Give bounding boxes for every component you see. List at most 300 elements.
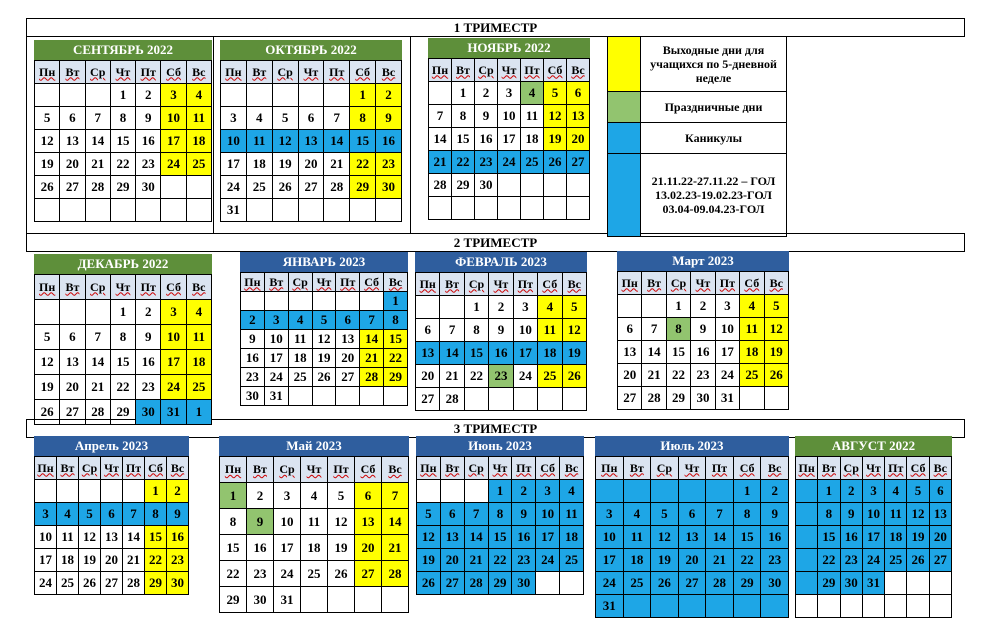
day-cell: 11	[740, 318, 764, 341]
calendar-grid	[220, 60, 402, 222]
day-cell: 19	[651, 549, 679, 572]
day-cell: 27	[298, 176, 324, 199]
day-cell: 29	[110, 400, 135, 425]
day-cell: 28	[123, 572, 145, 595]
trimester-2-header: 2 ТРИМЕСТР	[26, 233, 965, 252]
weekday-label: Ср	[464, 273, 488, 296]
day-cell: 5	[312, 311, 336, 330]
day-cell: 10	[513, 319, 537, 342]
day-cell: 20	[101, 549, 123, 572]
day-cell	[907, 595, 929, 618]
day-cell: 7	[706, 503, 734, 526]
day-cell	[464, 388, 488, 411]
weekday-label: Пн	[35, 61, 60, 84]
day-cell	[796, 595, 818, 618]
day-cell: 14	[464, 526, 488, 549]
day-cell	[464, 480, 488, 503]
month-title: СЕНТЯБРЬ 2022	[34, 40, 212, 60]
day-cell: 12	[35, 350, 60, 375]
day-cell	[35, 300, 60, 325]
month-mar	[617, 251, 789, 410]
day-cell: 26	[35, 176, 60, 199]
day-cell: 6	[440, 503, 464, 526]
weekday-label: Вт	[440, 457, 464, 480]
weekday-label: Пт	[513, 273, 537, 296]
day-cell	[562, 388, 586, 411]
day-cell: 20	[336, 349, 360, 368]
day-cell	[429, 82, 452, 105]
weekday-label: Пн	[429, 59, 452, 82]
day-cell: 27	[60, 176, 85, 199]
day-cell: 11	[57, 526, 79, 549]
calendar-grid	[428, 58, 590, 220]
day-cell: 28	[85, 400, 110, 425]
day-cell	[60, 199, 85, 222]
day-cell: 11	[186, 325, 211, 350]
day-cell	[35, 84, 60, 107]
day-cell	[350, 199, 376, 222]
day-cell: 8	[464, 319, 488, 342]
day-cell: 8	[110, 107, 135, 130]
day-cell: 6	[929, 480, 951, 503]
day-cell: 27	[618, 387, 642, 410]
day-cell: 23	[136, 153, 161, 176]
day-cell: 22	[384, 349, 408, 368]
day-cell: 10	[161, 325, 186, 350]
day-cell: 20	[416, 365, 440, 388]
day-cell	[796, 503, 818, 526]
weekday-label: Ср	[85, 61, 110, 84]
day-cell	[35, 480, 57, 503]
day-cell: 6	[336, 311, 360, 330]
day-cell: 6	[618, 318, 642, 341]
weekday-label: Вт	[642, 272, 666, 295]
day-cell: 4	[57, 503, 79, 526]
day-cell	[740, 387, 764, 410]
weekday-label: Вс	[186, 61, 211, 84]
legend-weekend-text: Выходные дни для учащихся по 5-дневной неделе	[650, 43, 777, 85]
day-cell	[651, 480, 679, 503]
day-cell: 18	[246, 153, 272, 176]
day-cell: 24	[596, 572, 624, 595]
day-cell: 3	[35, 503, 57, 526]
weekday-label: Сб	[538, 273, 562, 296]
weekday-label: Ср	[840, 457, 862, 480]
day-cell: 4	[288, 311, 312, 330]
day-cell: 28	[324, 176, 350, 199]
day-cell: 21	[642, 364, 666, 387]
month-apr	[34, 436, 189, 595]
legend-weekend	[608, 37, 786, 92]
day-cell: 8	[666, 318, 690, 341]
day-cell: 23	[512, 549, 536, 572]
day-cell: 25	[538, 365, 562, 388]
day-cell	[761, 595, 789, 618]
weekday-label: Вт	[452, 59, 475, 82]
legend-holiday-text: Праздничные дни	[664, 100, 763, 114]
day-cell: 31	[274, 587, 301, 613]
calendar-grid	[795, 456, 952, 618]
day-cell: 17	[35, 549, 57, 572]
day-cell: 11	[623, 526, 651, 549]
day-cell: 12	[417, 526, 441, 549]
day-cell	[360, 292, 384, 311]
weekday-label: Ср	[85, 275, 110, 300]
day-cell: 17	[161, 350, 186, 375]
legend-periods	[608, 154, 786, 236]
weekday-label: Сб	[355, 457, 382, 483]
divider	[410, 37, 411, 233]
day-cell	[355, 587, 382, 613]
weekday-label: Пн	[596, 457, 624, 480]
day-cell: 23	[840, 549, 862, 572]
day-cell: 25	[301, 561, 328, 587]
day-cell: 17	[498, 128, 521, 151]
day-cell: 1	[110, 84, 135, 107]
day-cell: 12	[764, 318, 788, 341]
day-cell: 30	[136, 400, 161, 425]
calendar-grid	[240, 272, 408, 406]
day-cell	[733, 595, 761, 618]
day-cell: 6	[678, 503, 706, 526]
day-cell: 10	[221, 130, 247, 153]
weekday-label: Вс	[384, 273, 408, 292]
day-cell	[60, 300, 85, 325]
day-cell: 8	[350, 107, 376, 130]
day-cell	[312, 292, 336, 311]
day-cell: 13	[298, 130, 324, 153]
month-title: АВГУСТ 2022	[795, 436, 952, 456]
day-cell: 16	[136, 130, 161, 153]
day-cell	[885, 572, 907, 595]
day-cell: 3	[862, 480, 884, 503]
day-cell: 30	[376, 176, 402, 199]
day-cell: 6	[60, 325, 85, 350]
day-cell: 27	[678, 572, 706, 595]
day-cell: 15	[452, 128, 475, 151]
vacation-swatch	[608, 154, 641, 236]
weekday-label: Ср	[464, 457, 488, 480]
day-cell: 24	[536, 549, 560, 572]
day-cell: 24	[274, 561, 301, 587]
weekday-label: Вт	[264, 273, 288, 292]
weekday-label: Чт	[110, 275, 135, 300]
day-cell: 15	[110, 130, 135, 153]
month-title: Март 2023	[617, 251, 789, 271]
day-cell: 29	[110, 176, 135, 199]
day-cell: 26	[79, 572, 101, 595]
day-cell: 12	[328, 509, 355, 535]
day-cell: 24	[498, 151, 521, 174]
day-cell: 17	[513, 342, 537, 365]
day-cell	[498, 197, 521, 220]
day-cell	[186, 199, 211, 222]
day-cell: 23	[136, 375, 161, 400]
weekday-label: Пн	[220, 457, 247, 483]
month-title: ОКТЯБРЬ 2022	[220, 40, 402, 60]
day-cell: 15	[818, 526, 840, 549]
weekday-label: Пт	[521, 59, 544, 82]
day-cell	[382, 587, 409, 613]
day-cell: 3	[274, 483, 301, 509]
day-cell: 30	[512, 572, 536, 595]
day-cell: 28	[440, 388, 464, 411]
month-feb	[415, 252, 587, 411]
day-cell: 5	[651, 503, 679, 526]
day-cell: 9	[167, 503, 189, 526]
weekday-label: Чт	[678, 457, 706, 480]
day-cell	[417, 480, 441, 503]
day-cell: 10	[596, 526, 624, 549]
day-cell: 18	[623, 549, 651, 572]
weekday-label: Пн	[35, 275, 60, 300]
day-cell	[452, 197, 475, 220]
calendar-grid	[219, 456, 409, 613]
weekday-label: Ср	[274, 457, 301, 483]
weekday-label: Пт	[715, 272, 739, 295]
day-cell: 6	[298, 107, 324, 130]
day-cell: 22	[110, 375, 135, 400]
day-cell: 3	[715, 295, 739, 318]
day-cell	[272, 84, 298, 107]
day-cell: 15	[488, 526, 512, 549]
day-cell: 21	[360, 349, 384, 368]
day-cell: 14	[85, 350, 110, 375]
day-cell	[796, 480, 818, 503]
day-cell: 16	[241, 349, 265, 368]
day-cell: 30	[691, 387, 715, 410]
day-cell: 3	[264, 311, 288, 330]
day-cell: 26	[328, 561, 355, 587]
weekday-label: Сб	[360, 273, 384, 292]
day-cell: 25	[288, 368, 312, 387]
day-cell: 22	[110, 153, 135, 176]
day-cell: 29	[666, 387, 690, 410]
day-cell: 18	[521, 128, 544, 151]
weekday-label: Ср	[288, 273, 312, 292]
day-cell: 19	[312, 349, 336, 368]
day-cell	[840, 595, 862, 618]
day-cell: 20	[440, 549, 464, 572]
day-cell	[298, 84, 324, 107]
weekday-label: Сб	[145, 457, 167, 480]
day-cell: 19	[417, 549, 441, 572]
weekday-label: Ср	[666, 272, 690, 295]
day-cell: 10	[264, 330, 288, 349]
day-cell: 21	[324, 153, 350, 176]
day-cell: 26	[764, 364, 788, 387]
day-cell	[336, 387, 360, 406]
weekday-label: Пн	[221, 61, 247, 84]
weekday-label: Вс	[560, 457, 584, 480]
month-title: Май 2023	[219, 436, 409, 456]
day-cell: 21	[706, 549, 734, 572]
day-cell: 18	[740, 341, 764, 364]
day-cell	[416, 296, 440, 319]
day-cell: 26	[651, 572, 679, 595]
day-cell: 27	[567, 151, 590, 174]
day-cell: 10	[35, 526, 57, 549]
day-cell: 28	[642, 387, 666, 410]
weekday-label: Ср	[651, 457, 679, 480]
day-cell: 7	[642, 318, 666, 341]
day-cell: 9	[691, 318, 715, 341]
trimester-3-header: 3 ТРИМЕСТР	[26, 419, 965, 438]
weekday-label: Вт	[60, 275, 85, 300]
day-cell: 5	[417, 503, 441, 526]
day-cell: 23	[489, 365, 513, 388]
day-cell	[929, 572, 951, 595]
day-cell: 3	[161, 84, 186, 107]
vacation-swatch	[608, 123, 641, 153]
day-cell: 12	[35, 130, 60, 153]
day-cell: 10	[161, 107, 186, 130]
day-cell: 16	[167, 526, 189, 549]
day-cell	[623, 595, 651, 618]
day-cell: 25	[560, 549, 584, 572]
day-cell: 10	[536, 503, 560, 526]
day-cell: 26	[562, 365, 586, 388]
weekday-label: Сб	[740, 272, 764, 295]
day-cell: 7	[85, 107, 110, 130]
day-cell: 2	[167, 480, 189, 503]
month-title: Июль 2023	[595, 436, 789, 456]
day-cell	[186, 176, 211, 199]
day-cell	[57, 480, 79, 503]
day-cell: 22	[350, 153, 376, 176]
day-cell	[288, 387, 312, 406]
calendar-grid	[617, 271, 789, 410]
day-cell: 11	[538, 319, 562, 342]
day-cell: 16	[761, 526, 789, 549]
day-cell: 14	[324, 130, 350, 153]
day-cell: 26	[35, 400, 60, 425]
day-cell: 25	[521, 151, 544, 174]
day-cell: 3	[498, 82, 521, 105]
day-cell: 20	[355, 535, 382, 561]
day-cell: 30	[241, 387, 265, 406]
weekday-label: Пт	[328, 457, 355, 483]
day-cell	[642, 295, 666, 318]
day-cell: 6	[101, 503, 123, 526]
day-cell: 14	[85, 130, 110, 153]
day-cell: 21	[382, 535, 409, 561]
weekday-label: Вс	[929, 457, 951, 480]
weekday-label: Пн	[241, 273, 265, 292]
calendar-grid	[34, 274, 212, 425]
day-cell: 2	[512, 480, 536, 503]
day-cell: 18	[57, 549, 79, 572]
day-cell: 27	[416, 388, 440, 411]
day-cell	[489, 388, 513, 411]
day-cell	[246, 199, 272, 222]
day-cell: 7	[429, 105, 452, 128]
weekday-label: Чт	[101, 457, 123, 480]
day-cell: 1	[666, 295, 690, 318]
day-cell: 16	[247, 535, 274, 561]
day-cell: 21	[123, 549, 145, 572]
day-cell: 15	[350, 130, 376, 153]
day-cell: 8	[452, 105, 475, 128]
day-cell: 4	[521, 82, 544, 105]
day-cell	[513, 388, 537, 411]
day-cell: 13	[101, 526, 123, 549]
day-cell: 29	[818, 572, 840, 595]
day-cell	[618, 295, 642, 318]
day-cell: 8	[145, 503, 167, 526]
day-cell: 14	[123, 526, 145, 549]
weekday-label: Чт	[488, 457, 512, 480]
day-cell	[764, 387, 788, 410]
day-cell: 30	[761, 572, 789, 595]
day-cell: 27	[355, 561, 382, 587]
weekday-label: Ср	[272, 61, 298, 84]
month-aug	[795, 436, 952, 618]
calendar-grid	[34, 456, 189, 595]
day-cell: 1	[350, 84, 376, 107]
day-cell: 25	[885, 549, 907, 572]
day-cell: 1	[220, 483, 247, 509]
weekday-label: Сб	[350, 61, 376, 84]
day-cell: 1	[384, 292, 408, 311]
weekday-label: Вс	[376, 61, 402, 84]
day-cell	[384, 387, 408, 406]
day-cell: 21	[429, 151, 452, 174]
day-cell: 27	[60, 400, 85, 425]
month-title: Июнь 2023	[416, 436, 584, 456]
day-cell: 24	[715, 364, 739, 387]
day-cell: 11	[885, 503, 907, 526]
day-cell: 14	[429, 128, 452, 151]
legend-holiday	[608, 92, 786, 123]
day-cell	[862, 595, 884, 618]
day-cell	[161, 199, 186, 222]
day-cell: 10	[715, 318, 739, 341]
day-cell: 1	[145, 480, 167, 503]
month-title: НОЯБРЬ 2022	[428, 38, 590, 58]
day-cell: 13	[60, 350, 85, 375]
day-cell: 9	[376, 107, 402, 130]
weekday-label: Чт	[312, 273, 336, 292]
day-cell: 16	[840, 526, 862, 549]
day-cell: 24	[35, 572, 57, 595]
day-cell	[651, 595, 679, 618]
day-cell	[521, 197, 544, 220]
day-cell	[706, 595, 734, 618]
day-cell: 9	[512, 503, 536, 526]
day-cell	[536, 572, 560, 595]
weekday-label: Пн	[35, 457, 57, 480]
day-cell	[567, 174, 590, 197]
day-cell: 16	[489, 342, 513, 365]
day-cell: 2	[489, 296, 513, 319]
day-cell: 13	[929, 503, 951, 526]
day-cell	[324, 199, 350, 222]
day-cell: 23	[691, 364, 715, 387]
day-cell	[678, 595, 706, 618]
day-cell: 25	[623, 572, 651, 595]
day-cell	[85, 84, 110, 107]
day-cell: 31	[862, 572, 884, 595]
day-cell	[101, 480, 123, 503]
day-cell	[596, 480, 624, 503]
day-cell: 23	[167, 549, 189, 572]
day-cell: 10	[498, 105, 521, 128]
weekday-label: Пт	[136, 275, 161, 300]
day-cell: 16	[512, 526, 536, 549]
day-cell: 18	[186, 350, 211, 375]
day-cell	[475, 197, 498, 220]
